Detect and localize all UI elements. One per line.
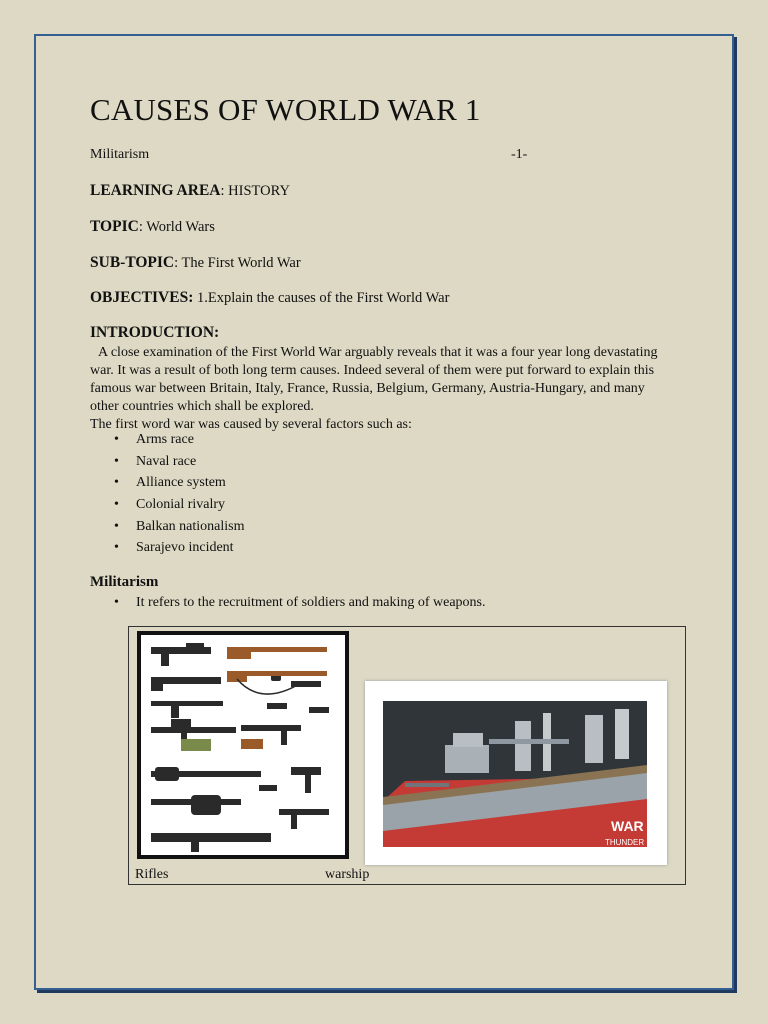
objectives: [90, 289, 449, 307]
introduction-text: [90, 344, 670, 434]
militarism-heading: Militarism: [90, 574, 159, 590]
list-item: • Sarajevo incident: [112, 540, 244, 562]
objectives-value: 1.Explain the causes of the First World War: [193, 290, 450, 306]
topic-label: TOPIC: [90, 218, 139, 235]
learning-area-label: LEARNING AREA: [90, 182, 221, 199]
topic: [90, 218, 215, 236]
factors-list: [112, 432, 244, 562]
caption-rifles: Rifles: [135, 867, 169, 882]
militarism-bullet: • It refers to the recruitment of soldiers and making of weapons.: [114, 595, 486, 611]
objectives-label: OBJECTIVES:: [90, 289, 194, 306]
sub-topic-label: SUB-TOPIC: [90, 254, 175, 271]
list-item: • Colonial rivalry: [112, 497, 244, 519]
header-section: Militarism: [90, 147, 150, 162]
weapons-illustration: [141, 635, 345, 855]
warship-image: [365, 681, 667, 865]
topic-value: : World Wars: [138, 219, 215, 235]
learning-area-value: : HISTORY: [220, 183, 290, 199]
page-title: CAUSES OF WORLD WAR 1: [90, 92, 481, 127]
header-line: [90, 147, 530, 163]
logo-text: WAR: [611, 818, 644, 834]
page-number: -1-: [511, 147, 528, 162]
logo-subtext: THUNDER: [605, 838, 645, 847]
rifles-image: [137, 631, 349, 859]
introduction-heading: INTRODUCTION:: [90, 324, 220, 341]
introduction-paragraph: A close examination of the First World War arguably reveals that it was a four year long devastating war. It was a result of both long term causes. Indeed several of them were put forward to explain this famous war between Britain, Italy, France, Russia, Belgium, Germany, Austria-Hungary, and many other countries which shall be explored.: [90, 345, 658, 414]
list-item: • Balkan nationalism: [112, 519, 244, 541]
list-item: • Arms race: [112, 432, 244, 454]
caption-warship: warship: [325, 867, 370, 882]
introduction-lead-in: The first word war was caused by several factors such as:: [90, 417, 412, 432]
warship-illustration: [365, 681, 667, 865]
list-item: • Alliance system: [112, 475, 244, 497]
learning-area: [90, 182, 290, 200]
figure-table: [128, 626, 686, 885]
sub-topic-value: : The First World War: [174, 255, 301, 271]
list-item: • Naval race: [112, 454, 244, 476]
sub-topic: [90, 254, 301, 272]
